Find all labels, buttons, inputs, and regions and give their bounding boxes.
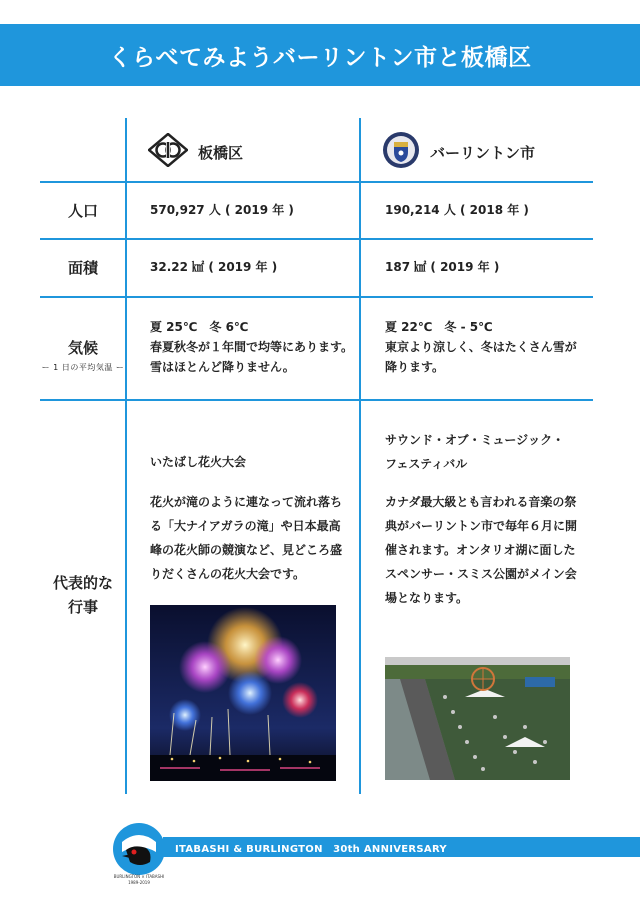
climate-itabashi [150,317,353,377]
itabashi-emblem-icon [148,133,188,171]
event-body-itabashi-line: 花火が滝のように連なって流れ落ち [150,495,343,509]
event-body-burlington-line: スペンサー・スミス公園がメイン会 [385,567,577,581]
event-body-itabashi-line: る「大ナイアガラの滝」や日本最高 [150,519,341,533]
grid-line [40,296,593,298]
event-body-itabashi-line: りだくさんの花火大会です。 [150,567,306,581]
city-name-itabashi: 板橋区 [198,143,244,162]
city-header-burlington [382,132,535,172]
row-label-population: 人口 [67,202,98,220]
page-title: くらべてみようバーリントン市と板橋区 [108,44,532,71]
burlington-seal-icon [382,131,420,173]
logo-caption-line: BURLINGTON × ITABASHI [113,874,165,879]
climate-itabashi-line: 春夏秋冬が１年間で均等にあります。 [150,340,354,354]
city-header-itabashi [148,132,243,172]
event-title-burlington [385,428,564,476]
grid-line [40,181,593,183]
anniversary-logo [112,822,166,876]
climate-burlington-line: 夏 22℃ 冬 - 5℃ [385,320,493,334]
event-body-itabashi-line: 峰の花火師の競演など、見どころ盛 [150,543,343,557]
climate-sublabel: ー 1 日の平均気温 ー [41,363,125,372]
climate-label: 気候 [67,339,98,357]
event-body-burlington-line: 催されます。オンタリオ湖に面した [385,543,576,557]
grid-line [40,399,593,401]
events-label-line: 代表的な [52,574,113,592]
area-burlington: 187 ㎢ ( 2019 年 ) [385,260,500,274]
logo-caption-line: 1989-2019 [128,880,150,885]
population-burlington: 190,214 人 ( 2018 年 ) [385,203,529,217]
population-itabashi: 570,927 人 ( 2019 年 ) [150,203,294,217]
logo-caption [104,874,174,886]
festival-photo [385,657,570,780]
climate-itabashi-line: 夏 25℃ 冬 6℃ [150,320,249,334]
row-label-events [40,571,126,619]
event-body-itabashi [150,490,355,586]
grid-line [40,238,593,240]
event-body-burlington-line: 典がバーリントン市で毎年６月に開 [385,519,578,533]
climate-burlington [385,317,577,377]
event-title-burlington-line: フェスティバル [385,457,468,471]
climate-burlington-line: 降ります。 [385,360,445,374]
row-label-climate [40,337,126,373]
event-body-burlington-line: カナダ最大級とも言われる音楽の祭 [385,495,577,509]
fireworks-photo [150,605,336,781]
climate-itabashi-line: 雪はほとんど降りません。 [150,360,295,374]
header-banner [0,24,640,86]
events-label-line: 行事 [67,598,98,616]
event-body-burlington [385,490,595,610]
anniversary-band: ITABASHI & BURLINGTON 30th ANNIVERSARY [163,837,640,857]
city-name-burlington: バーリントン市 [430,143,536,162]
row-label-area: 面積 [67,259,98,277]
area-itabashi: 32.22 ㎢ ( 2019 年 ) [150,260,278,274]
event-title-itabashi: いたばし花火大会 [150,455,247,469]
event-title-burlington-line: サウンド・オブ・ミュージック・ [385,433,565,447]
grid-line [359,118,361,794]
event-body-burlington-line: 場となります。 [385,591,469,605]
climate-burlington-line: 東京より涼しく、冬はたくさん雪が [385,340,577,354]
